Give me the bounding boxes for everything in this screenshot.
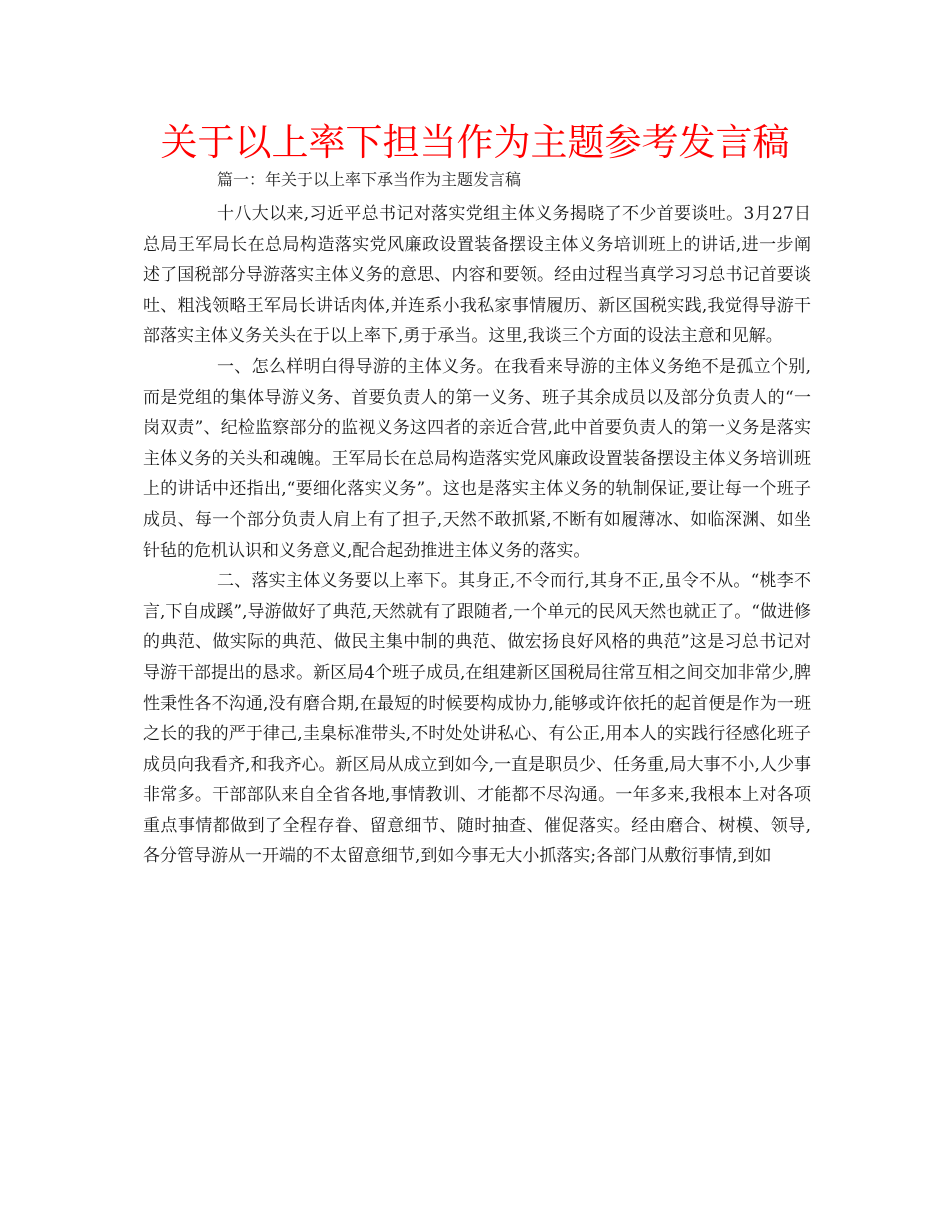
document-title: 关于以上率下担当作为主题参考发言稿	[160, 121, 790, 164]
paragraph: 二、落实主体义务要以上率下。其身正,不令而行,其身不正,虽令不从。“桃李不言,下自成蹊”,导游做好了典范,天然就有了跟随者,一个单元的民风天然也就正了。“做进修的典范、做实际的典范、做民主集中制的典范、做宏扬良好风格的典范”这是习总书记对导游干部提出的恳求。新区局4个班子成员,在组建新区国税局往常互相之间交加非常少,脾性秉性各不沟通,没有磨合期,在最短的时候要构成协力,能够或许依托的起首便是作为一班之长的我的严于律己,圭臬标准带头,不时处处讲私心、有公正,用本人的实践行径感化班子成员向我看齐,和我齐心。新区局从成立到如今,一直是职员少、任务重,局大事不小,人少事非常多。干部部队来自全省各地,事情教训、才能都不尽沟通。一年多来,我根本上对各项重点事情都做到了全程存眷、留意细节、随时抽查、催促落实。经由磨合、树模、领导,各分管导游从一开端的不太留意细节,到如今事无大小抓落实;各部门从敷衍事情,到如	[143, 571, 811, 867]
paragraph: 一、怎么样明白得导游的主体义务。在我看来导游的主体义务绝不是孤立个别,而是党组的集体导游义务、首要负责人的第一义务、班子其余成员以及部分负责人的“一岗双责”、纪检监察部分的监视义务这四者的亲近合营,此中首要负责人的第一义务是落实主体义务的关头和魂魄。王军局长在总局构造落实党风廉政设置装备摆设主体义务培训班上的讲话中还指出,“要细化落实义务”。这也是落实主体义务的轨制保证,要让每一个班子成员、每一个部分负责人肩上有了担子,天然不敢抓紧,不断有如履薄冰、如临深渊、如坐针毡的危机认识和义务意义,配合起劲推进主体义务的落实。	[143, 356, 811, 561]
paragraph: 十八大以来,习近平总书记对落实党组主体义务揭晓了不少首要谈吐。3月27日总局王军局长在总局构造落实党风廉政设置装备摆设主体义务培训班上的讲话,进一步阐述了国税部分导游落实主体义务的意思、内容和要领。经由过程当真学习习总书记首要谈吐、粗浅领略王军局长讲话肉体,并连系小我私家事情履历、新区国税实践,我觉得导游干部落实主体义务关头在于以上率下,勇于承当。这里,我谈三个方面的设法主意和见解。	[143, 204, 811, 347]
document-subtitle: 篇一：年关于以上率下承当作为主题发言稿	[217, 170, 522, 189]
document-body	[143, 199, 811, 872]
